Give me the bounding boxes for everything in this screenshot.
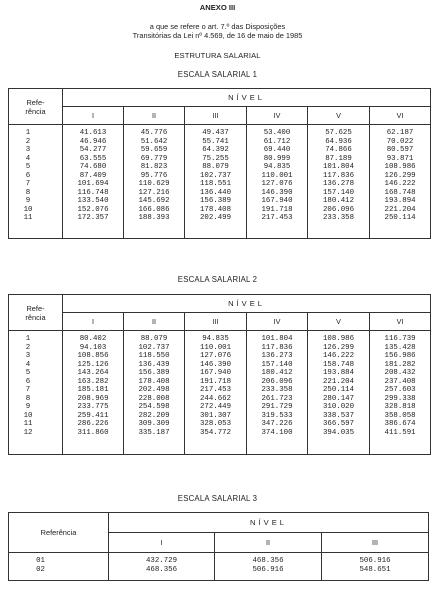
salary-value: 217.453	[199, 386, 232, 395]
scale2-level-column	[63, 331, 124, 455]
salary-value: 80.597	[386, 146, 414, 155]
salary-value: 136.440	[199, 188, 232, 197]
salary-value: 310.020	[322, 403, 355, 412]
scale1-level-header: VI	[370, 107, 431, 125]
scale1-table	[8, 88, 431, 239]
scale3-level-header: III	[322, 533, 429, 553]
salary-value: 108.986	[322, 335, 355, 343]
salary-value: 301.307	[199, 411, 232, 420]
salary-value: 70.022	[386, 137, 414, 146]
salary-value: 108.856	[77, 352, 109, 361]
salary-value: 118.551	[199, 180, 232, 189]
salary-value: 233.775	[77, 403, 109, 412]
salary-value: 181.282	[384, 360, 416, 369]
scale2-level-header: II	[124, 313, 185, 331]
salary-value: 41.613	[79, 129, 107, 137]
salary-value: 62.187	[386, 129, 414, 137]
salary-value: 87.189	[325, 154, 352, 163]
salary-value: 145.692	[138, 197, 170, 206]
salary-value: 328.818	[384, 403, 416, 412]
salary-value: 57.625	[325, 129, 352, 137]
salary-value: 80.402	[79, 335, 107, 343]
scale2-ref-header	[9, 295, 63, 331]
salary-value: 95.776	[140, 171, 168, 180]
scale1-ref-column	[9, 125, 63, 239]
salary-value: 178.408	[199, 205, 232, 214]
salary-value: 74.866	[325, 146, 352, 155]
salary-value: 206.096	[261, 377, 293, 386]
salary-value: 338.537	[322, 411, 355, 420]
salary-value: 94.835	[263, 163, 291, 172]
scale2-ref: 8	[25, 394, 31, 403]
salary-value: 156.986	[384, 352, 416, 361]
salary-value: 143.264	[77, 369, 109, 378]
scale2-level-header: VI	[370, 313, 431, 331]
salary-value: 45.776	[140, 129, 168, 137]
salary-value: 88.079	[140, 335, 168, 343]
salary-value: 110.001	[261, 171, 293, 180]
annex-title: ANEXO III	[199, 3, 236, 12]
salary-value: 126.299	[322, 343, 355, 352]
salary-value: 156.389	[138, 369, 170, 378]
scale1-level-column	[247, 125, 308, 239]
scale2-level-column	[247, 331, 308, 455]
scale1-level-header: V	[308, 107, 370, 125]
salary-value: 180.412	[261, 369, 293, 378]
scale2-ref-header-line1: Refe-	[26, 303, 45, 313]
salary-value: 55.741	[202, 137, 229, 146]
salary-value: 94.103	[79, 343, 107, 352]
scale2-ref: 2	[25, 343, 31, 352]
salary-value: 166.086	[138, 205, 170, 214]
salary-value: 178.408	[138, 377, 170, 386]
scale1-ref: 4	[25, 154, 31, 163]
scale2-level-column	[308, 331, 370, 455]
scale1-ref: 8	[25, 188, 31, 197]
salary-value: 135.428	[384, 343, 416, 352]
scale1-nivel-header: NÍVEL	[63, 89, 431, 107]
scale2-ref: 11	[23, 420, 33, 429]
scale1-ref: 7	[25, 180, 31, 189]
salary-value: 217.453	[261, 214, 293, 223]
salary-value: 127.076	[199, 352, 232, 361]
salary-value: 250.114	[384, 214, 416, 223]
salary-value: 280.147	[322, 394, 355, 403]
salary-value: 152.076	[77, 205, 109, 214]
salary-value: 233.358	[322, 214, 355, 223]
salary-value: 335.187	[138, 429, 170, 438]
salary-value: 206.096	[322, 205, 355, 214]
scale2-ref-header-line2: rência	[25, 312, 46, 322]
salary-value: 167.940	[261, 197, 293, 206]
scale1-ref: 5	[25, 163, 31, 172]
scale1-ref-header-line2: rência	[25, 106, 46, 116]
scale2-title: ESCALA SALARIAL 2	[177, 275, 258, 284]
salary-value: 146.222	[322, 352, 355, 361]
salary-value: 202.499	[199, 214, 232, 223]
salary-value: 228.008	[138, 394, 170, 403]
salary-value: 108.986	[384, 163, 416, 172]
salary-value: 208.432	[384, 369, 416, 378]
salary-value: 259.411	[77, 411, 109, 420]
salary-value: 172.357	[77, 214, 109, 223]
salary-value: 188.393	[138, 214, 170, 223]
salary-value: 394.035	[322, 429, 355, 438]
salary-value: 432.729	[145, 557, 178, 565]
salary-value: 117.836	[261, 343, 293, 352]
salary-value: 168.748	[384, 188, 416, 197]
salary-value: 309.309	[138, 420, 170, 429]
salary-value: 53.400	[263, 129, 291, 137]
scale2-level-column	[124, 331, 185, 455]
scale1-level-column	[185, 125, 247, 239]
scale2-ref: 3	[25, 352, 31, 361]
salary-value: 386.674	[384, 420, 416, 429]
scale2-nivel-header: NÍVEL	[63, 295, 431, 313]
structure-title: ESTRUTURA SALARIAL	[174, 51, 261, 60]
salary-value: 64.936	[325, 137, 352, 146]
scale2-level-header: I	[63, 313, 124, 331]
salary-value: 158.748	[322, 360, 355, 369]
salary-value: 94.835	[202, 335, 229, 343]
salary-value: 126.299	[384, 171, 416, 180]
salary-value: 319.533	[261, 411, 293, 420]
salary-value: 61.712	[263, 137, 291, 146]
salary-value: 191.718	[199, 377, 232, 386]
scale2-level-column	[185, 331, 247, 455]
salary-value: 366.597	[322, 420, 355, 429]
scale1-level-header: I	[63, 107, 124, 125]
scale1-level-header: II	[124, 107, 185, 125]
salary-value: 506.916	[252, 565, 284, 574]
salary-value: 358.058	[384, 411, 416, 420]
salary-value: 411.591	[384, 429, 416, 438]
salary-value: 75.255	[202, 154, 229, 163]
salary-value: 157.140	[322, 188, 355, 197]
salary-value: 101.694	[77, 180, 109, 189]
salary-value: 208.969	[77, 394, 109, 403]
scale2-level-column	[370, 331, 431, 455]
salary-value: 250.114	[322, 386, 355, 395]
salary-value: 272.449	[199, 403, 232, 412]
salary-value: 167.940	[199, 369, 232, 378]
salary-value: 328.053	[199, 420, 232, 429]
salary-value: 63.555	[79, 154, 107, 163]
salary-value: 282.209	[138, 411, 170, 420]
annex-subtitle-line1: a que se refere o art. 7.º das Disposições	[149, 22, 286, 31]
scale2-ref-column	[9, 331, 63, 455]
salary-value: 136.439	[138, 360, 170, 369]
salary-value: 146.390	[261, 188, 293, 197]
salary-value: 221.204	[384, 205, 416, 214]
scale3-ref-column	[9, 553, 109, 581]
scale1-level-column	[370, 125, 431, 239]
scale1-ref-header-line1: Refe-	[26, 97, 45, 107]
scale3-ref: 01	[36, 557, 45, 565]
salary-value: 233.358	[261, 386, 293, 395]
salary-value: 156.389	[199, 197, 232, 206]
scale3-level-column	[215, 553, 322, 581]
salary-value: 157.140	[261, 360, 293, 369]
scale2-ref: 4	[25, 360, 31, 369]
scale2-ref: 6	[25, 377, 31, 386]
salary-value: 116.748	[77, 188, 109, 197]
scale2-level-header: V	[308, 313, 370, 331]
salary-value: 46.946	[79, 137, 107, 146]
scale1-ref-header	[9, 89, 63, 125]
salary-value: 101.804	[261, 335, 293, 343]
salary-value: 74.680	[79, 163, 107, 172]
salary-value: 51.642	[140, 137, 168, 146]
scale3-nivel-header: NÍVEL	[109, 513, 429, 533]
salary-value: 468.356	[252, 557, 284, 565]
scale2-ref: 9	[25, 403, 31, 412]
salary-value: 163.282	[77, 377, 109, 386]
salary-value: 221.204	[322, 377, 355, 386]
salary-value: 244.662	[199, 394, 232, 403]
scale1-ref: 2	[25, 137, 31, 146]
salary-value: 374.100	[261, 429, 293, 438]
salary-value: 347.226	[261, 420, 293, 429]
scale3-level-column	[322, 553, 429, 581]
salary-value: 180.412	[322, 197, 355, 206]
salary-value: 133.540	[77, 197, 109, 206]
salary-value: 193.894	[384, 197, 416, 206]
scale3-table	[8, 512, 429, 581]
scale1-ref: 1	[25, 129, 31, 137]
scale2-ref: 10	[23, 411, 33, 420]
scale1-level-column	[124, 125, 185, 239]
salary-value: 69.779	[140, 154, 168, 163]
salary-value: 237.408	[384, 377, 416, 386]
scale2-ref: 1	[25, 335, 31, 343]
scale2-ref: 7	[25, 386, 31, 395]
salary-value: 81.823	[140, 163, 168, 172]
scale1-level-column	[308, 125, 370, 239]
scale3-title: ESCALA SALARIAL 3	[177, 494, 258, 503]
salary-value: 311.860	[77, 429, 109, 438]
salary-value: 506.916	[359, 557, 391, 565]
salary-value: 110.001	[199, 343, 232, 352]
salary-value: 88.079	[202, 163, 229, 172]
scale1-ref: 11	[23, 214, 33, 223]
salary-value: 59.659	[140, 146, 168, 155]
salary-value: 299.338	[384, 394, 416, 403]
salary-value: 125.126	[77, 360, 109, 369]
salary-value: 185.181	[77, 386, 109, 395]
scale1-ref: 10	[23, 205, 33, 214]
salary-value: 54.277	[79, 146, 107, 155]
salary-value: 136.278	[322, 180, 355, 189]
salary-value: 146.222	[384, 180, 416, 189]
salary-value: 257.603	[384, 386, 416, 395]
scale1-level-column	[63, 125, 124, 239]
scale2-table	[8, 294, 431, 455]
salary-value: 548.651	[359, 565, 391, 574]
annex-subtitle-line2: Transitórias da Lei nº 4.569, de 16 de maio de 1985	[132, 31, 303, 40]
salary-value: 116.739	[384, 335, 416, 343]
salary-value: 118.550	[138, 352, 170, 361]
scale2-level-header: III	[185, 313, 247, 331]
salary-value: 93.871	[386, 154, 414, 163]
salary-value: 286.226	[77, 420, 109, 429]
salary-value: 110.629	[138, 180, 170, 189]
salary-value: 117.836	[322, 171, 355, 180]
salary-value: 468.356	[145, 565, 178, 574]
salary-value: 127.216	[138, 188, 170, 197]
salary-value: 49.437	[202, 129, 229, 137]
salary-value: 127.076	[261, 180, 293, 189]
salary-value: 354.772	[199, 429, 232, 438]
salary-value: 69.440	[263, 146, 291, 155]
salary-value: 101.804	[322, 163, 355, 172]
salary-value: 102.737	[138, 343, 170, 352]
salary-value: 291.729	[261, 403, 293, 412]
scale3-level-column	[109, 553, 215, 581]
salary-value: 87.409	[79, 171, 107, 180]
salary-value: 202.498	[138, 386, 170, 395]
scale3-ref-header: Referência	[9, 513, 109, 553]
scale3-level-header: I	[109, 533, 215, 553]
scale1-ref: 3	[25, 146, 31, 155]
salary-value: 191.718	[261, 205, 293, 214]
salary-value: 146.390	[199, 360, 232, 369]
scale3-level-header: II	[215, 533, 322, 553]
scale3-ref: 02	[36, 565, 45, 574]
scale1-title: ESCALA SALARIAL 1	[177, 70, 258, 79]
scale1-level-header: III	[185, 107, 247, 125]
scale1-ref: 6	[25, 171, 31, 180]
scale2-ref: 5	[25, 369, 31, 378]
scale2-level-header: IV	[247, 313, 308, 331]
salary-value: 64.392	[202, 146, 229, 155]
salary-value: 136.273	[261, 352, 293, 361]
salary-value: 102.737	[199, 171, 232, 180]
scale1-level-header: IV	[247, 107, 308, 125]
scale1-ref: 9	[25, 197, 31, 206]
salary-value: 80.999	[263, 154, 291, 163]
salary-value: 193.884	[322, 369, 355, 378]
salary-value: 254.598	[138, 403, 170, 412]
scale2-ref: 12	[23, 429, 33, 438]
salary-value: 261.723	[261, 394, 293, 403]
